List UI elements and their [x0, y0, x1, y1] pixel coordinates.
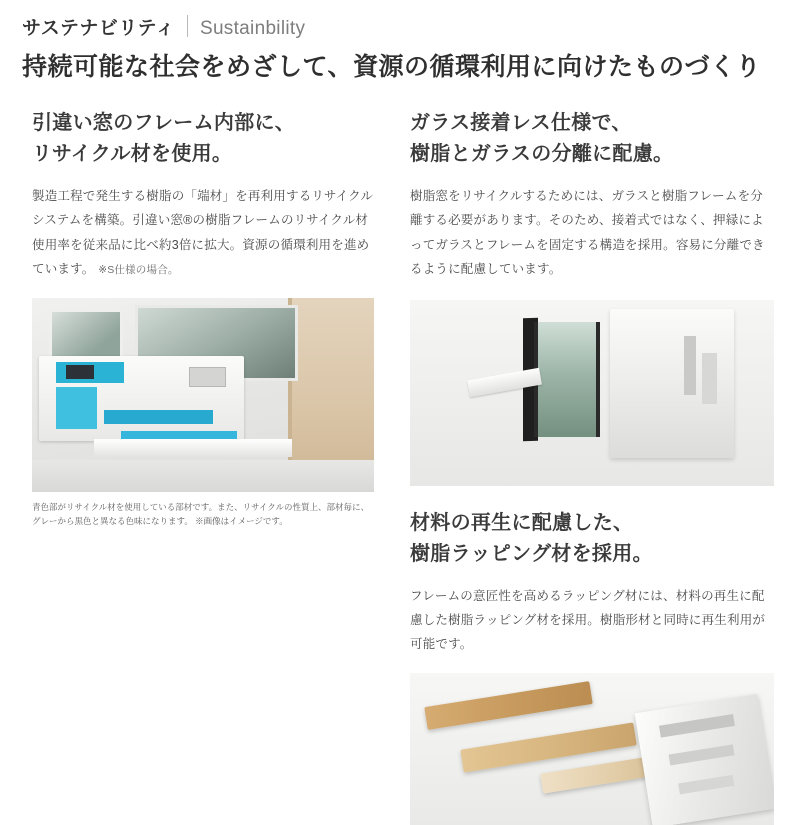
photo-frame-cavity-1 [684, 336, 695, 396]
column-right [400, 108, 784, 825]
section-body-resin-wrapping: フレームの意匠性を高めるラッピング材には、材料の再生に配慮した樹脂ラッピング材を採用。樹脂形材と同時に再生利用が可能です。 [410, 588, 766, 652]
section-heading-recycled-frame [32, 108, 374, 170]
section-body-text: 製造工程で発生する樹脂の「端材」を再利用するリサイクルシステムを構築。引違い窓®の樹脂フレームのリサイクル材使用率を従来品に比べ約3倍に拡大。資源の循環利用を進めています。 [32, 189, 374, 277]
photo-profile-cavity-1 [659, 714, 734, 737]
page-headline: 持続可能な社会をめざして、資源の循環利用に向けたものづくり [22, 53, 762, 81]
photo-recycled-part-d [121, 431, 237, 439]
section-heading-line-1: 材料の再生に配慮した、 [410, 511, 634, 534]
photo-floor-strip [32, 460, 374, 491]
section-heading-line-2: 樹脂とガラスの分離に配慮。 [410, 143, 674, 165]
photo-frame-cavity-2 [702, 353, 717, 404]
photo-resin-profile [635, 694, 774, 825]
photo-insulated-glass-unit [534, 322, 600, 437]
page-title-jp: サステナビリティ [22, 18, 175, 39]
section-heading-resin-wrapping [410, 508, 774, 570]
section-body-note: ※S仕様の場合。 [98, 264, 179, 277]
header-divider [187, 15, 188, 37]
section-heading-line-2: 樹脂ラッピング材を採用。 [410, 542, 653, 565]
photo-dark-component [66, 365, 93, 379]
page-title-en: Sustainbility [199, 18, 306, 39]
content-columns [16, 108, 784, 825]
photo-recycled-part-c [104, 410, 213, 424]
section-heading-line-1: ガラス接着レス仕様で、 [410, 112, 632, 134]
photo-hardware-block [189, 367, 225, 386]
photo-profile-cavity-2 [669, 745, 734, 765]
photo-window-frame-cutaway [32, 298, 374, 492]
photo-sill-shelf [94, 439, 292, 456]
photo-recycled-part-b [56, 387, 97, 430]
section-body-recycled-frame [32, 184, 374, 282]
section-heading-line-2: リサイクル材を使用。 [32, 143, 233, 165]
section-heading-adhesive-free-glass [410, 108, 774, 170]
section-body-adhesive-free-glass: 樹脂窓をリサイクルするためには、ガラスと樹脂フレームを分離する必要があります。そのため、接着式ではなく、押縁によってガラスとフレームを固定する構造を採用。容易に分離できるように配慮しています。 [410, 189, 765, 277]
photo-glass-separation-cutaway [410, 300, 774, 486]
photo-caption-recycled-frame: 青色部がリサイクル材を使用している部材です。また、リサイクルの性質上、部材毎に、グレーから黒色と異なる色味になります。 ※画像はイメージです。 [32, 501, 369, 526]
photo-resin-frame [610, 309, 734, 458]
photo-profile-cavity-3 [678, 775, 733, 794]
page-header [16, 12, 784, 40]
column-left [16, 108, 400, 825]
section-heading-line-1: 引違い窓のフレーム内部に、 [32, 112, 296, 134]
photo-wrapping-material [410, 673, 774, 825]
